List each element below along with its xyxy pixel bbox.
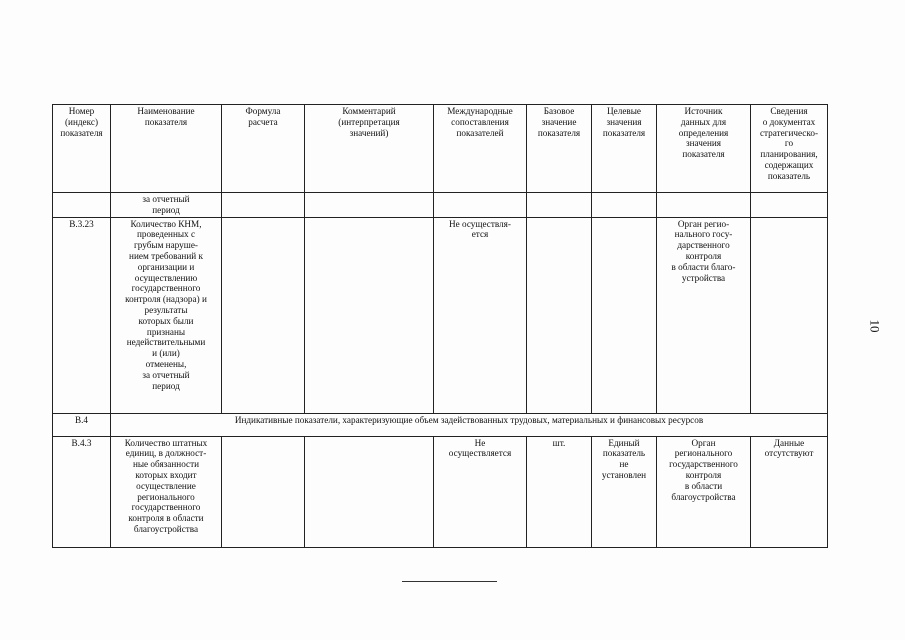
table-cell: Орган регионального государственного контроля в области благоустройства — [657, 436, 751, 547]
table-cell — [222, 217, 305, 413]
table-cell — [434, 193, 527, 218]
header-cell: Базовое значение показателя — [527, 105, 592, 193]
table-cell: Количество КНМ, проведенных с грубым наруше- нием требований к организации и осуществлению государственного контроля (надзора) и результаты которых были признаны недействительными и (или) отменены, за отчетный период — [111, 217, 222, 413]
header-cell: Источник данных для определения значения показателя — [657, 105, 751, 193]
table-cell — [305, 217, 434, 413]
table-header-row — [53, 105, 828, 193]
table-cell: Индикативные показатели, характеризующие объем задействованных трудовых, материальных и финансовых ресурсов — [111, 413, 828, 436]
table-row — [53, 193, 828, 218]
table-cell — [592, 193, 657, 218]
table-cell — [527, 217, 592, 413]
table-cell — [657, 193, 751, 218]
table-cell: Орган регио- нального госу- дарственного контроля в области благо- устройства — [657, 217, 751, 413]
table-cell — [527, 193, 592, 218]
header-cell: Наименование показателя — [111, 105, 222, 193]
table-cell — [222, 436, 305, 547]
table-cell — [751, 217, 828, 413]
table-cell: Не осуществля- ется — [434, 217, 527, 413]
table-cell — [305, 193, 434, 218]
table-cell — [305, 436, 434, 547]
table-cell: В.3.23 — [53, 217, 111, 413]
table-cell: Количество штатных единиц, в должност- ные обязанности которых входит осуществление регионального государственного контроля в области благоустройства — [111, 436, 222, 547]
header-cell: Формула расчета — [222, 105, 305, 193]
indicators-table — [52, 104, 828, 548]
table-cell — [751, 193, 828, 218]
table-cell: Не осуществляется — [434, 436, 527, 547]
table-cell: за отчетный период — [111, 193, 222, 218]
header-cell: Номер (индекс) показателя — [53, 105, 111, 193]
table-row — [53, 217, 828, 413]
table-row — [53, 436, 828, 547]
table-cell: шт. — [527, 436, 592, 547]
table-cell — [53, 193, 111, 218]
table-section-row — [53, 413, 828, 436]
table-cell: В.4 — [53, 413, 111, 436]
header-cell: Сведения о документах стратегическо- го планирования, содержащих показатель — [751, 105, 828, 193]
table-cell: Единый показатель не установлен — [592, 436, 657, 547]
header-cell: Комментарий (интерпретация значений) — [305, 105, 434, 193]
table-cell: В.4.3 — [53, 436, 111, 547]
footnote-separator — [402, 581, 497, 582]
table-cell — [222, 193, 305, 218]
page-number: 10 — [867, 319, 883, 333]
header-cell: Международные сопоставления показателей — [434, 105, 527, 193]
header-cell: Целевые значения показателя — [592, 105, 657, 193]
table-cell: Данные отсутствуют — [751, 436, 828, 547]
table-cell — [592, 217, 657, 413]
